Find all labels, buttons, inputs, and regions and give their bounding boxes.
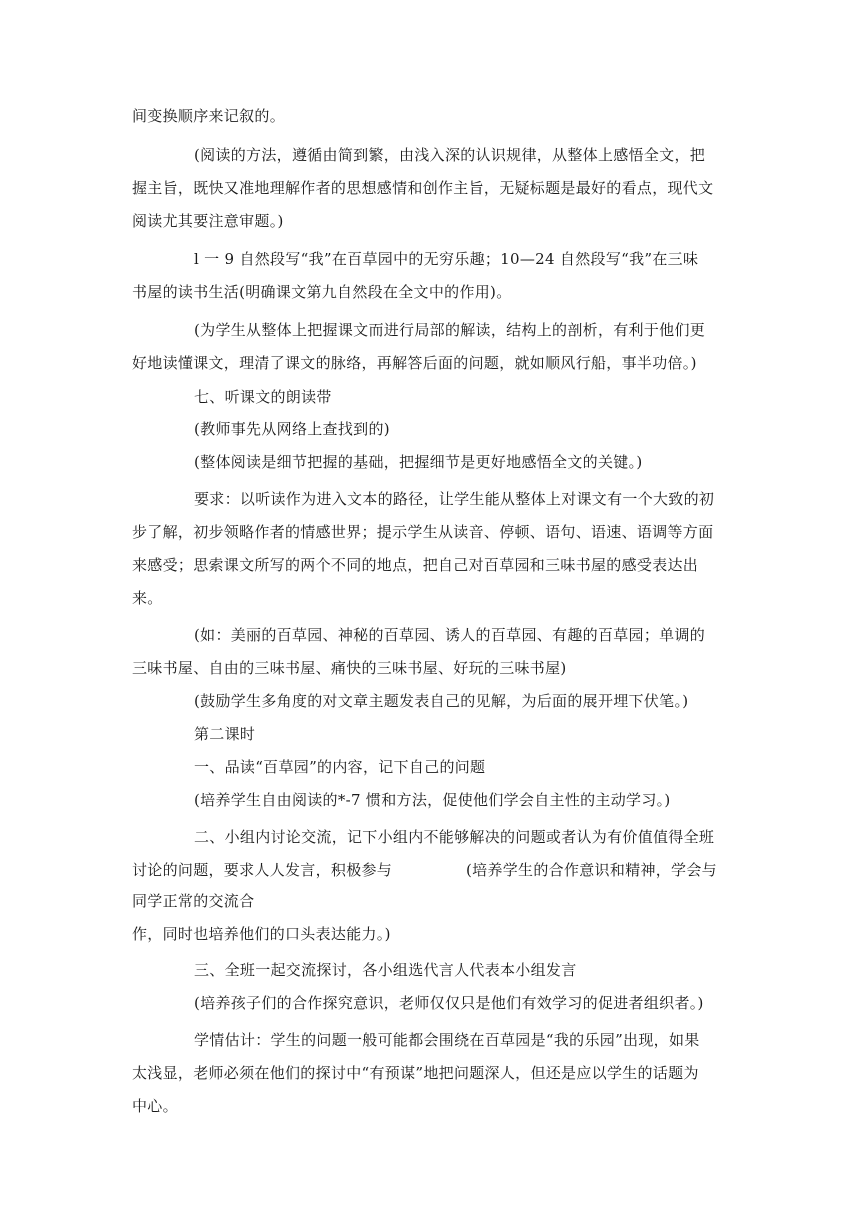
text-line: l 一 9 自然段写“我”在百草园中的无穷乐趣；10—24 自然段写“我”在三味 xyxy=(194,250,699,268)
text-line: 太浅显，老师必须在他们的探讨中“有预谋”地把问题深人，但还是应以学生的话题为 xyxy=(132,1064,699,1082)
section-heading: 二、小组内讨论交流，记下小组内不能够解决的问题或者认为有价值值得全班 xyxy=(194,828,715,846)
text-line: (如：美丽的百草园、神秘的百草园、诱人的百草园、有趣的百草园；单调的 xyxy=(194,626,706,644)
text-line: 好地读懂课文，理清了课文的脉络，再解答后面的问题，就如顺风行船，事半功倍。) xyxy=(132,354,697,372)
text-line: (教师事先从网络上查找到的) xyxy=(194,420,390,438)
text-line: 作，同时也培养他们的口头表达能力。) xyxy=(132,925,391,943)
text-line: 书屋的读书生活(明确课文第九自然段在全文中的作用)。 xyxy=(132,283,512,301)
section-heading: 三、全班一起交流探讨，各小组选代言人代表本小组发言 xyxy=(194,961,577,979)
text-line: (培养学生的合作意识和精神，学会与 xyxy=(466,861,717,879)
text-line: 步了解，初步领略作者的情感世界；提示学生从读音、停顿、语句、语速、语调等方面 xyxy=(132,523,714,541)
text-line: 握主旨，既快又准地理解作者的思想感情和创作主旨，无疑标题是最好的看点，现代文 xyxy=(132,179,714,197)
text-line: 讨论的问题，要求人人发言，积极参与 xyxy=(132,861,393,879)
text-line: 阅读尤其要注意审题。) xyxy=(132,212,284,230)
text-line: (培养孩子们的合作探究意识，老师仅仅只是他们有效学习的促进者组织者。) xyxy=(194,994,704,1012)
section-heading: 第二课时 xyxy=(194,725,256,743)
text-line: (培养学生自由阅读的*-7 惯和方法，促使他们学会自主性的主动学习。) xyxy=(194,791,671,809)
text-line: (为学生从整体上把握课文而进行局部的解读，结构上的剖析，有利于他们更 xyxy=(194,321,706,339)
text-line: (整体阅读是细节把握的基础，把握细节是更好地感悟全文的关键。) xyxy=(194,453,643,471)
text-line: 来感受；思索课文所写的两个不同的地点，把自己对百草园和三味书屋的感受表达出 xyxy=(132,556,699,574)
text-line: (鼓励学生多角度的对文章主题发表自己的见解，为后面的展开埋下伏笔。) xyxy=(194,692,689,710)
text-line: 来。 xyxy=(132,589,163,607)
section-heading: 一、品读“百草园”的内容，记下自己的问题 xyxy=(194,758,486,776)
text-line: (阅读的方法，遵循由简到繁，由浅入深的认识规律，从整体上感悟全文，把 xyxy=(194,146,706,164)
text-line: 学情估计：学生的问题一般可能都会围绕在百草园是“我的乐园”出现，如果 xyxy=(194,1031,700,1049)
text-line: 要求：以听读作为进入文本的路径，让学生能从整体上对课文有一个大致的初 xyxy=(194,490,715,508)
text-line: 同学正常的交流合 xyxy=(132,892,255,910)
section-heading: 七、听课文的朗读带 xyxy=(194,388,332,406)
text-line: 间变换顺序来记叙的。 xyxy=(132,107,286,125)
text-line: 中心。 xyxy=(132,1097,178,1115)
text-line: 三味书屋、自由的三味书屋、痛快的三味书屋、好玩的三味书屋) xyxy=(132,659,567,677)
